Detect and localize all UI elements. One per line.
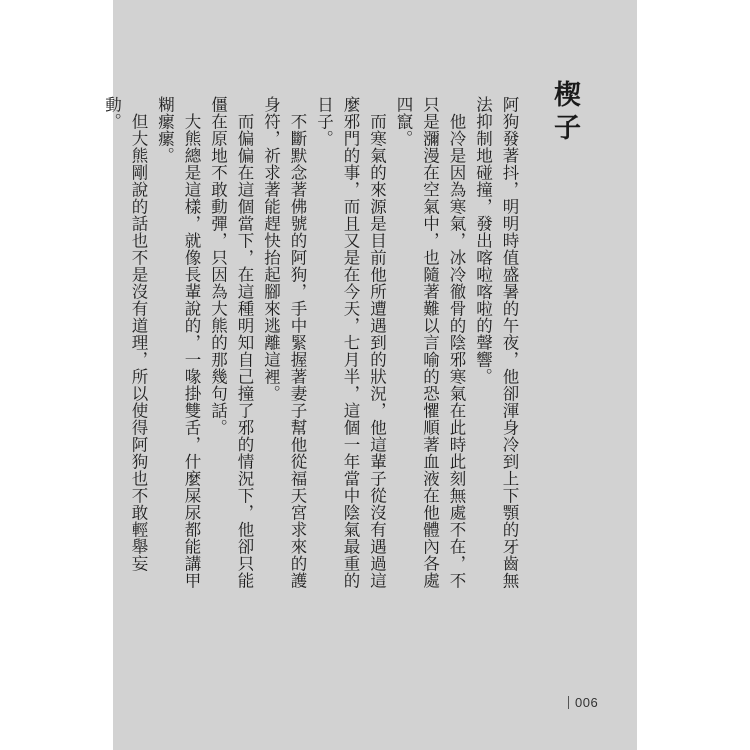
paragraph: 阿狗發著抖，明明時值盛暑的午夜，他卻渾身冷到上下顎的牙齒無法抑制地碰撞，發出喀啦喀啦的聲響。 bbox=[473, 96, 519, 589]
paragraph: 不斷默念著佛號的阿狗，手中緊握著妻子幫他從福天宮求來的護身符，祈求著能趕快抬起腳來逃離這裡。 bbox=[261, 96, 307, 589]
paragraph: 大熊總是這樣，就像長輩說的，一喙掛雙舌，什麼屎尿都能講甲糊瘰瘰。 bbox=[155, 96, 201, 589]
page-number bbox=[568, 695, 598, 710]
page-number-divider bbox=[568, 696, 569, 709]
paragraph: 但大熊剛說的話也不是沒有道理，所以使得阿狗也不敢輕舉妄動。 bbox=[102, 96, 148, 572]
chapter-title: 楔子 bbox=[549, 80, 580, 146]
page-number-value: 006 bbox=[575, 695, 599, 710]
paragraph: 他冷是因為寒氣，冰冷徹骨的陰邪寒氣在此時此刻無處不在，不只是瀰漫在空氣中，也隨著難以言喻的恐懼順著血液在他體內各處四竄。 bbox=[394, 96, 466, 589]
paragraph: 而寒氣的來源是目前他所遭遇到的狀況，他這輩子從沒有遇過這麼邪門的事，而且又是在今天，七月半，這個一年當中陰氣最重的日子。 bbox=[314, 96, 387, 589]
paragraph: 而偏偏在這個當下，在這種明知自己撞了邪的情況下，他卻只能僵在原地不敢動彈，只因為大熊的那幾句話。 bbox=[208, 96, 254, 589]
body-text bbox=[98, 96, 522, 596]
